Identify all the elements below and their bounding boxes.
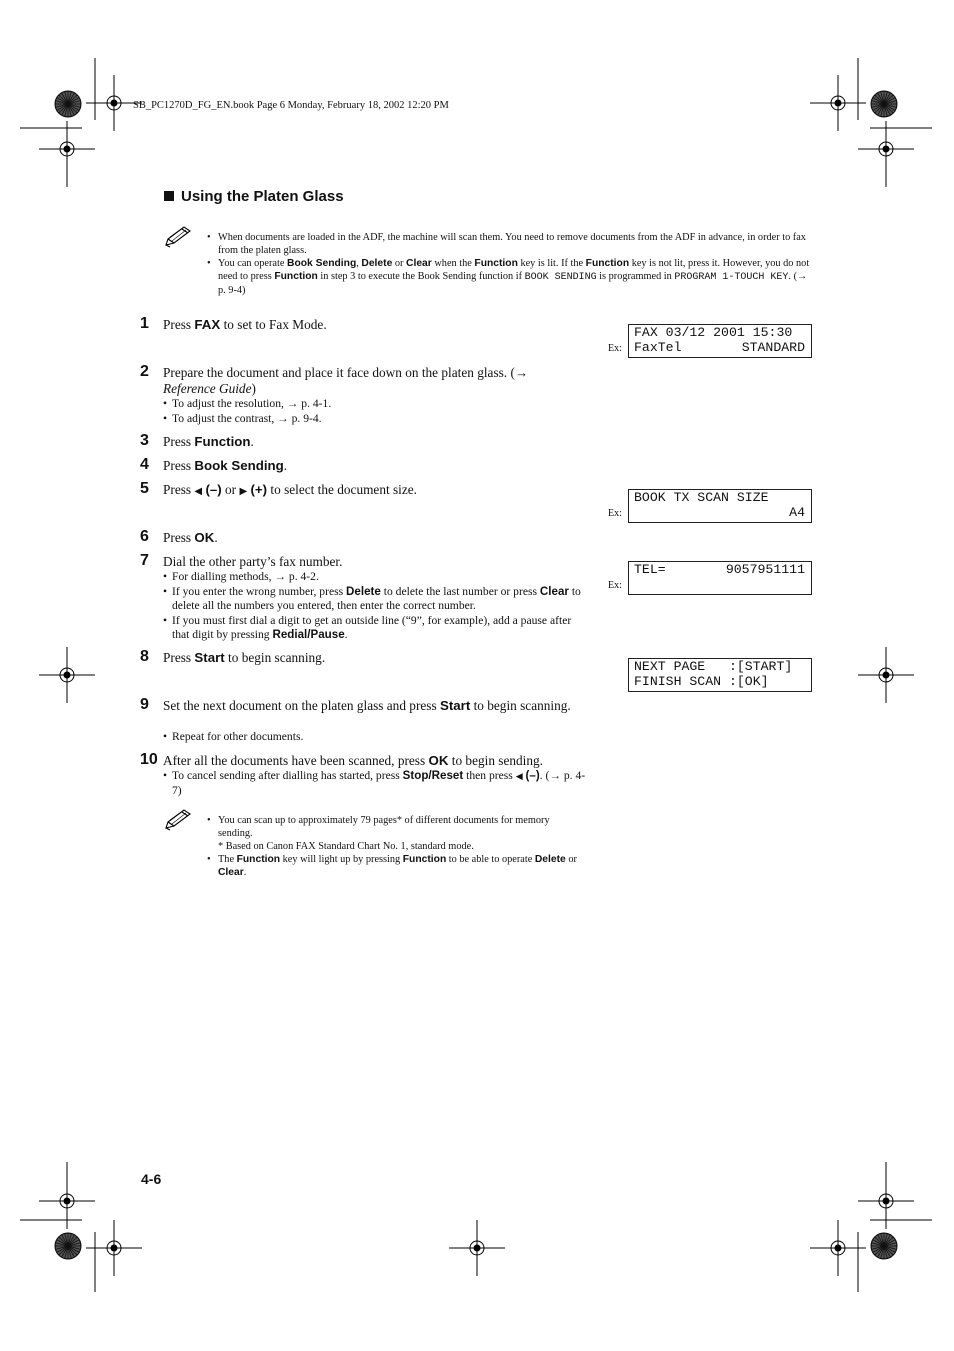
step-text: After all the documents have been scanned, press OK to begin sending. [163,753,543,768]
step-number: 2 [140,363,149,380]
step-text: Press OK. [163,530,218,545]
note-footnote: * Based on Canon FAX Standard Chart No. 1, standard mode. [218,841,474,852]
left-arrow-icon: ◀ [515,771,523,781]
step-text: Press Function. [163,434,254,449]
step-text: Press ◀ (–) or ▶ (+) to select the document size. [163,482,418,497]
example-label: Ex: [608,580,622,591]
example-label: Ex: [608,343,622,354]
step-number: 10 [140,751,158,768]
note-list [207,231,812,297]
lcd-display: NEXT PAGE :[START] FINISH SCAN :[OK] [628,658,812,692]
pencil-note-icon [164,225,192,249]
lcd-display: TEL= 9057951111 [628,561,812,595]
step-text: Press Book Sending. [163,458,288,473]
step-sub: • To cancel sending after dialling has started, press Stop/Reset then press ◀ (–). (→ p. 4-7) [163,769,586,797]
step-number: 1 [140,315,149,332]
right-arrow-icon: ▶ [239,486,248,497]
step-number: 4 [140,456,149,473]
step-number: 8 [140,648,149,665]
square-bullet-icon [164,191,174,201]
note-item: • You can operate Book Sending, Delete or Clear when the Function key is lit. If the Function key is not lit, press it. However, you do not need to press Function in step 3 to execute the Book Sending function if BOOK SENDING is programmed in PROGRAM 1-TOUCH KEY. (→ p. 9-4) [207,258,810,296]
note-list [207,814,586,879]
step-number: 3 [140,432,149,449]
step-number: 6 [140,528,149,545]
step-sub: • Repeat for other documents. [163,730,304,743]
lcd-display: BOOK TX SCAN SIZE A4 [628,489,812,523]
pencil-note-icon [164,808,192,832]
step-number: 7 [140,552,149,569]
left-arrow-icon: ◀ [194,486,203,497]
step-text: Press Start to begin scanning. [163,650,326,665]
note-item: • The Function key will light up by pressing Function to be able to operate Delete or Clear. [207,854,577,878]
note-item: • You can scan up to approximately 79 pages* of different documents for memory sending. [207,815,550,839]
step-number: 9 [140,696,149,713]
book-header: SB_PC1270D_FG_EN.book Page 6 Monday, February 18, 2002 12:20 PM [133,100,449,111]
note-item: • When documents are loaded in the ADF, the machine will scan them. You need to remove documents from the ADF in advance, in order to fax from the platen glass. [207,232,806,256]
step-text: Press FAX to set to Fax Mode. [163,317,327,332]
section-title: Using the Platen Glass [164,188,344,205]
step-text: Prepare the document and place it face down on the platen glass. (→ Reference Guide) [163,365,529,396]
step-text: Set the next document on the platen glass and press Start to begin scanning. [163,698,571,713]
step-number: 5 [140,480,149,497]
example-label: Ex: [608,508,622,519]
step-sub: • For dialling methods, → p. 4-2. • If you enter the wrong number, press Delete to delete the last number or press Clear to delete all the numbers you entered, then enter the correct number. • If you must first dial a digit to get an outside line (“9”, for example), add a pause after that digit by pressing Redial/Pause. [163,570,581,641]
page-number: 4-6 [141,1171,162,1187]
step-sub: • To adjust the resolution, → p. 4-1. • To adjust the contrast, → p. 9-4. [163,397,332,425]
step-text: Dial the other party’s fax number. [163,554,343,569]
lcd-display: FAX 03/12 2001 15:30 FaxTel STANDARD [628,324,812,358]
